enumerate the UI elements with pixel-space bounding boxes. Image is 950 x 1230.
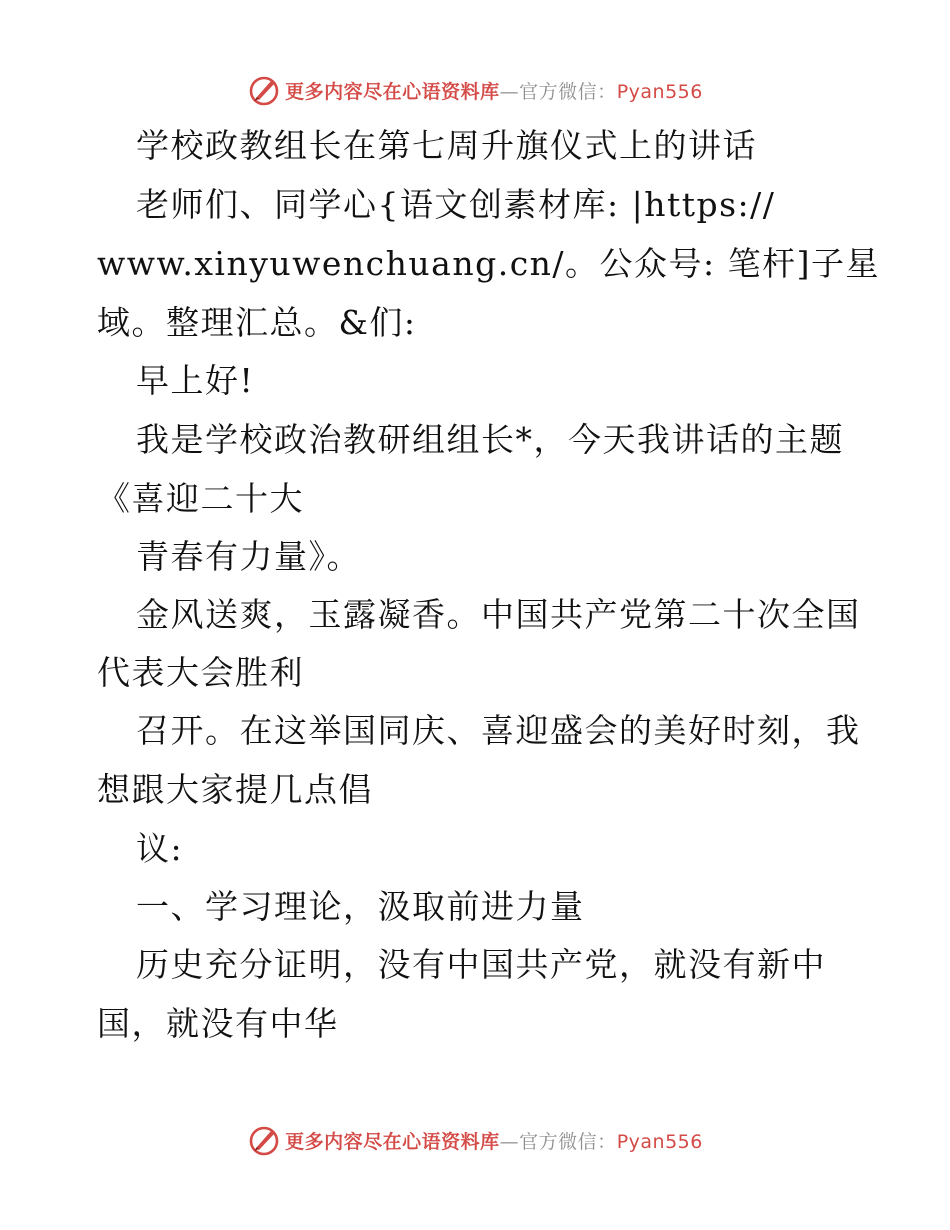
quill-pen-circle-icon [247, 1123, 281, 1157]
watermark-text: 更多内容尽在心语资料库—官方微信：Pyan556 [285, 1130, 703, 1153]
footer-watermark [0, 1120, 950, 1160]
paragraph-line: 《喜迎二十大 [97, 479, 304, 518]
paragraph-line: 国，就没有中华 [97, 1004, 339, 1043]
header-watermark [0, 70, 950, 110]
paragraph-line: 老师们、同学心{语文创素材库: |https:// [136, 185, 776, 224]
paragraph-line: 域。整理汇总。&们: [97, 303, 417, 342]
paragraph-line: 早上好! [136, 361, 255, 400]
paragraph-line: www.xinyuwenchuang.cn/。公众号: 笔杆]子星 [97, 244, 881, 283]
paragraph-line: 金风送爽，玉露凝香。中国共产党第二十次全国 [136, 595, 861, 634]
paragraph-line: 召开。在这举国同庆、喜迎盛会的美好时刻，我 [136, 711, 861, 750]
paragraph-line: 想跟大家提几点倡 [97, 770, 373, 809]
document-title: 学校政教组长在第七周升旗仪式上的讲话 [136, 126, 757, 165]
paragraph-line: 议: [136, 829, 184, 868]
paragraph-line: 青春有力量》。 [136, 537, 361, 576]
paragraph-line: 历史充分证明，没有中国共产党，就没有新中 [136, 945, 826, 984]
watermark-text: 更多内容尽在心语资料库—官方微信：Pyan556 [285, 80, 703, 103]
paragraph-line: 我是学校政治教研组组长*，今天我讲话的主题 [136, 420, 844, 459]
quill-pen-circle-icon [247, 73, 281, 107]
paragraph-line: 代表大会胜利 [97, 653, 304, 692]
section-heading: 一、学习理论，汲取前进力量 [136, 887, 585, 926]
